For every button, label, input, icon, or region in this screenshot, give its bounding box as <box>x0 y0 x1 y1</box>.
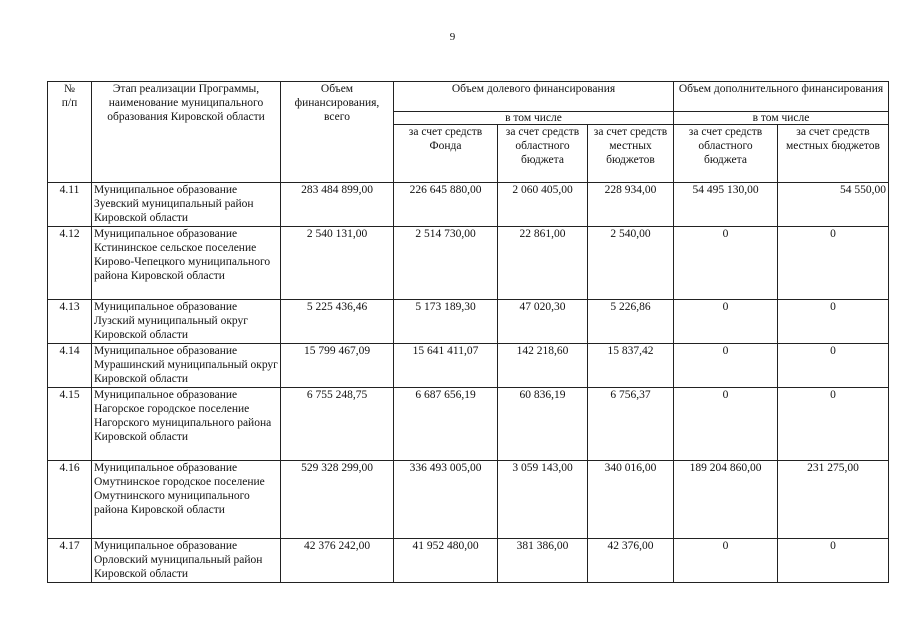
header-total: Объем финансирования, всего <box>281 82 394 183</box>
row-fund: 2 514 730,00 <box>394 227 498 300</box>
row-fund: 336 493 005,00 <box>394 461 498 539</box>
row-num: 4.15 <box>48 388 92 461</box>
header-stage: Этап реализации Программы, наименование муниципального образования Кировской области <box>92 82 281 183</box>
row-add-regional: 0 <box>674 300 778 344</box>
row-local: 340 016,00 <box>588 461 674 539</box>
row-add-local: 0 <box>778 344 889 388</box>
row-add-regional: 189 204 860,00 <box>674 461 778 539</box>
table-row <box>48 300 889 344</box>
row-fund: 41 952 480,00 <box>394 539 498 583</box>
table-row <box>48 539 889 583</box>
row-local: 6 756,37 <box>588 388 674 461</box>
row-local: 228 934,00 <box>588 183 674 227</box>
row-add-local: 0 <box>778 388 889 461</box>
page-number: 9 <box>449 31 456 43</box>
row-name: Муниципальное образование Лузский муниципальный округ Кировской области <box>92 300 281 344</box>
row-fund: 5 173 189,30 <box>394 300 498 344</box>
table-row <box>48 388 889 461</box>
row-name: Муниципальное образование Зуевский муниципальный район Кировской области <box>92 183 281 227</box>
row-num: 4.12 <box>48 227 92 300</box>
row-num: 4.17 <box>48 539 92 583</box>
row-add-local: 0 <box>778 300 889 344</box>
header-add-regional: за счет средств областного бюджета <box>674 125 778 183</box>
row-add-local: 0 <box>778 227 889 300</box>
row-fund: 226 645 880,00 <box>394 183 498 227</box>
header-add-local: за счет средств местных бюджетов <box>778 125 889 183</box>
row-add-regional: 54 495 130,00 <box>674 183 778 227</box>
table-row <box>48 183 889 227</box>
row-regional: 3 059 143,00 <box>498 461 588 539</box>
row-num: 4.13 <box>48 300 92 344</box>
header-num: № п/п <box>48 82 92 183</box>
row-name: Муниципальное образование Нагорское городское поселение Нагорского муниципального района Кировской области <box>92 388 281 461</box>
row-regional: 60 836,19 <box>498 388 588 461</box>
row-num: 4.16 <box>48 461 92 539</box>
header-shared-financing: Объем долевого финансирования <box>394 82 674 112</box>
table-row <box>48 344 889 388</box>
row-total: 5 225 436,46 <box>281 300 394 344</box>
row-total: 2 540 131,00 <box>281 227 394 300</box>
row-add-regional: 0 <box>674 344 778 388</box>
row-add-local: 0 <box>778 539 889 583</box>
header-local: за счет средств местных бюджетов <box>588 125 674 183</box>
row-regional: 22 861,00 <box>498 227 588 300</box>
header-regional: за счет средств областного бюджета <box>498 125 588 183</box>
table-row <box>48 227 889 300</box>
row-regional: 2 060 405,00 <box>498 183 588 227</box>
row-num: 4.11 <box>48 183 92 227</box>
row-total: 42 376 242,00 <box>281 539 394 583</box>
row-local: 15 837,42 <box>588 344 674 388</box>
row-local: 2 540,00 <box>588 227 674 300</box>
row-add-regional: 0 <box>674 539 778 583</box>
row-regional: 142 218,60 <box>498 344 588 388</box>
row-local: 42 376,00 <box>588 539 674 583</box>
row-name: Муниципальное образование Мурашинский муниципальный округ Кировской области <box>92 344 281 388</box>
row-add-local: 231 275,00 <box>778 461 889 539</box>
row-total: 15 799 467,09 <box>281 344 394 388</box>
header-including-additional: в том числе <box>674 112 889 125</box>
row-name: Муниципальное образование Орловский муниципальный район Кировской области <box>92 539 281 583</box>
row-total: 283 484 899,00 <box>281 183 394 227</box>
row-add-regional: 0 <box>674 227 778 300</box>
row-regional: 381 386,00 <box>498 539 588 583</box>
header-fund: за счет средств Фонда <box>394 125 498 183</box>
row-add-local: 54 550,00 <box>778 183 889 227</box>
row-regional: 47 020,30 <box>498 300 588 344</box>
table-row <box>48 461 889 539</box>
row-fund: 6 687 656,19 <box>394 388 498 461</box>
row-fund: 15 641 411,07 <box>394 344 498 388</box>
row-total: 6 755 248,75 <box>281 388 394 461</box>
financing-table <box>47 81 889 583</box>
row-num: 4.14 <box>48 344 92 388</box>
row-add-regional: 0 <box>674 388 778 461</box>
header-additional-financing: Объем дополнительного финансирования <box>674 82 889 112</box>
row-name: Муниципальное образование Омутнинское городское поселение Омутнинского муниципального района Кировской области <box>92 461 281 539</box>
header-including-shared: в том числе <box>394 112 674 125</box>
row-name: Муниципальное образование Кстининское сельское поселение Кирово-Чепецкого муниципального района Кировской области <box>92 227 281 300</box>
row-total: 529 328 299,00 <box>281 461 394 539</box>
row-local: 5 226,86 <box>588 300 674 344</box>
